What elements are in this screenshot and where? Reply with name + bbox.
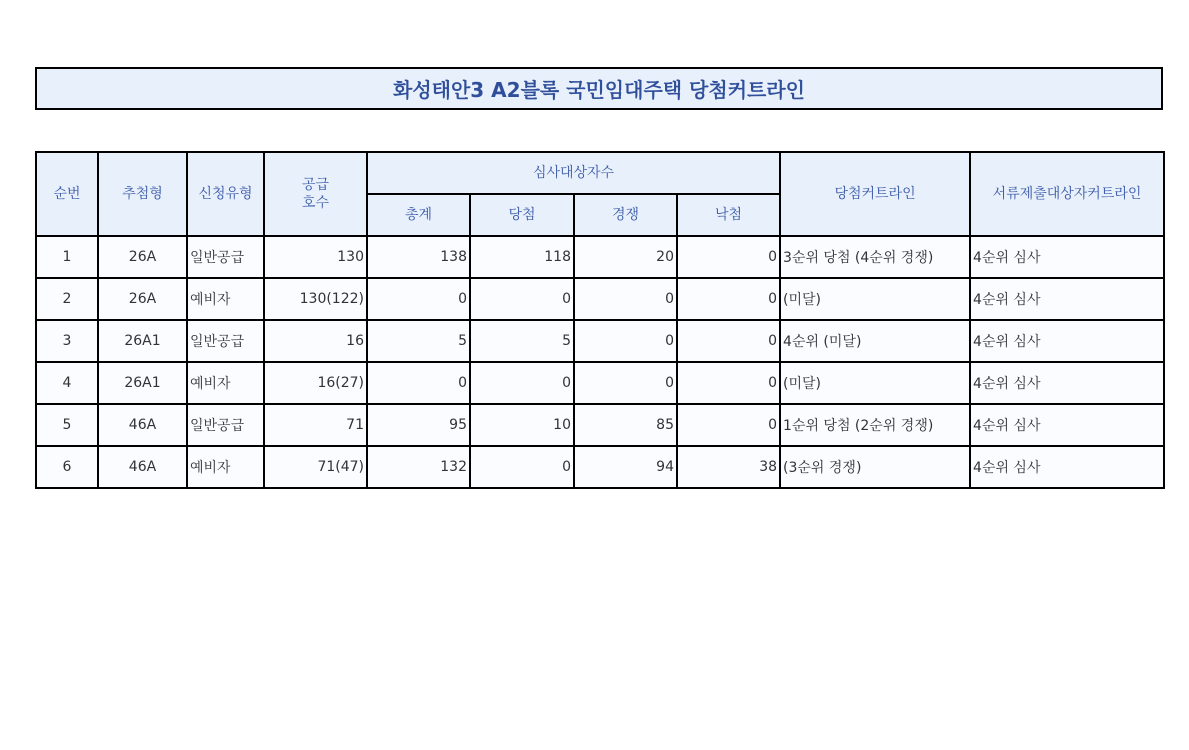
header-order: 순번	[36, 152, 98, 236]
page-title: 화성태안3 A2블록 국민임대주택 당첨커트라인	[393, 78, 805, 102]
header-lose: 낙첨	[677, 194, 780, 236]
cell-compete: 0	[574, 278, 677, 320]
cell-doc-cutline: 4순위 심사	[970, 320, 1164, 362]
header-row-1	[36, 152, 1164, 194]
cell-lose: 0	[677, 404, 780, 446]
table-row	[36, 362, 1164, 404]
cell-total: 132	[367, 446, 470, 488]
table-row	[36, 404, 1164, 446]
cell-type: 46A	[98, 446, 187, 488]
cell-order: 1	[36, 236, 98, 278]
cell-win: 118	[470, 236, 574, 278]
table-row	[36, 236, 1164, 278]
cell-compete: 94	[574, 446, 677, 488]
cell-doc-cutline: 4순위 심사	[970, 278, 1164, 320]
cell-total: 95	[367, 404, 470, 446]
cell-supply: 130	[264, 236, 367, 278]
cell-total: 0	[367, 362, 470, 404]
cell-total: 0	[367, 278, 470, 320]
cell-compete: 0	[574, 362, 677, 404]
cell-order: 6	[36, 446, 98, 488]
cell-cutline: (미달)	[780, 362, 970, 404]
cell-type: 46A	[98, 404, 187, 446]
cell-doc-cutline: 4순위 심사	[970, 236, 1164, 278]
cell-type: 26A1	[98, 362, 187, 404]
cell-doc-cutline: 4순위 심사	[970, 404, 1164, 446]
cell-category: 일반공급	[187, 320, 264, 362]
cell-category: 예비자	[187, 362, 264, 404]
cell-supply: 16(27)	[264, 362, 367, 404]
cell-supply: 71	[264, 404, 367, 446]
cell-order: 3	[36, 320, 98, 362]
cell-cutline: 4순위 (미달)	[780, 320, 970, 362]
cell-win: 5	[470, 320, 574, 362]
title-box	[35, 67, 1163, 110]
cell-lose: 0	[677, 320, 780, 362]
cell-compete: 0	[574, 320, 677, 362]
cell-lose: 0	[677, 236, 780, 278]
cell-type: 26A	[98, 278, 187, 320]
cell-category: 예비자	[187, 446, 264, 488]
header-review-group: 심사대상자수	[367, 152, 780, 194]
table-row	[36, 320, 1164, 362]
header-category: 신청유형	[187, 152, 264, 236]
cell-cutline: 3순위 당첨 (4순위 경쟁)	[780, 236, 970, 278]
cell-cutline: (미달)	[780, 278, 970, 320]
cell-win: 0	[470, 362, 574, 404]
cell-win: 10	[470, 404, 574, 446]
cell-lose: 0	[677, 278, 780, 320]
cell-order: 4	[36, 362, 98, 404]
cell-total: 5	[367, 320, 470, 362]
cell-order: 2	[36, 278, 98, 320]
cell-lose: 0	[677, 362, 780, 404]
cell-supply: 71(47)	[264, 446, 367, 488]
cell-category: 일반공급	[187, 236, 264, 278]
cell-compete: 85	[574, 404, 677, 446]
cell-total: 138	[367, 236, 470, 278]
header-compete: 경쟁	[574, 194, 677, 236]
cell-category: 일반공급	[187, 404, 264, 446]
header-total: 총계	[367, 194, 470, 236]
header-doc-cutline: 서류제출대상자커트라인	[970, 152, 1164, 236]
cell-type: 26A1	[98, 320, 187, 362]
cell-supply: 130(122)	[264, 278, 367, 320]
cell-cutline: 1순위 당첨 (2순위 경쟁)	[780, 404, 970, 446]
cell-win: 0	[470, 278, 574, 320]
table-row	[36, 278, 1164, 320]
cell-lose: 38	[677, 446, 780, 488]
cell-win: 0	[470, 446, 574, 488]
cell-cutline: (3순위 경쟁)	[780, 446, 970, 488]
cell-compete: 20	[574, 236, 677, 278]
header-supply-line2: 호수	[301, 195, 330, 211]
cell-type: 26A	[98, 236, 187, 278]
header-win: 당첨	[470, 194, 574, 236]
header-supply-line1: 공급	[301, 177, 330, 193]
cell-category: 예비자	[187, 278, 264, 320]
header-supply	[264, 152, 367, 236]
cell-doc-cutline: 4순위 심사	[970, 362, 1164, 404]
table-row	[36, 446, 1164, 488]
cutline-table	[35, 151, 1165, 489]
cell-supply: 16	[264, 320, 367, 362]
cell-order: 5	[36, 404, 98, 446]
header-cutline: 당첨커트라인	[780, 152, 970, 236]
header-type: 추첨형	[98, 152, 187, 236]
cell-doc-cutline: 4순위 심사	[970, 446, 1164, 488]
